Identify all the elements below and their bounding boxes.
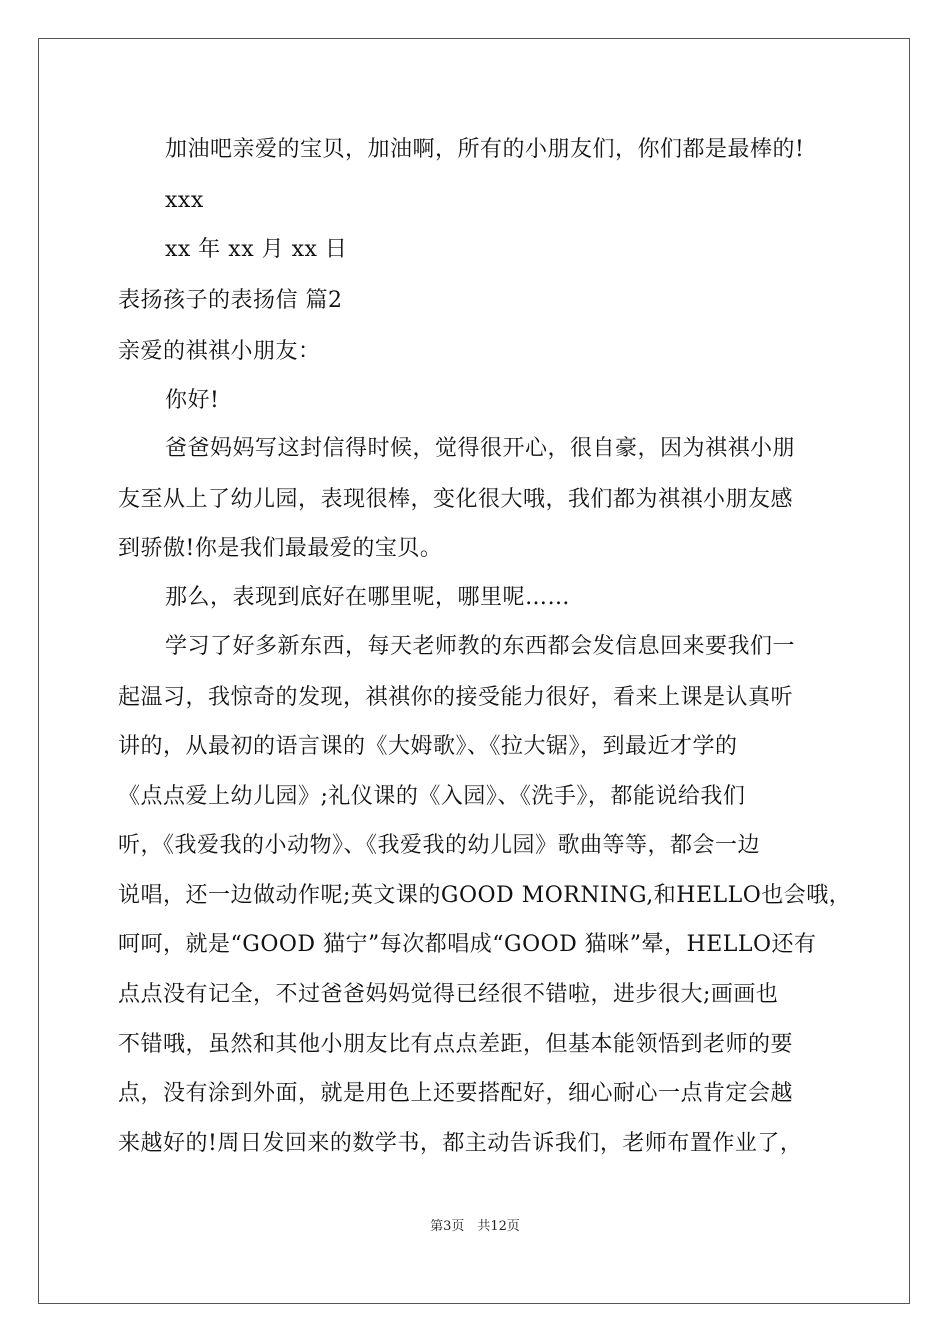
page-number-footer: 第3页 共12页: [430, 1219, 520, 1234]
text-line: 不错哦，虽然和其他小朋友比有点点差距，但基本能领悟到老师的要: [118, 1032, 794, 1057]
text-line: 加油吧亲爱的宝贝，加油啊，所有的小朋友们，你们都是最棒的!: [165, 137, 805, 162]
text-line: 《点点爱上幼儿园》;礼仪课的《入园》、《洗手》，都能说给我们: [118, 784, 746, 809]
text-line: 呵呵，就是“GOOD 猫宁”每次都唱成“GOOD 猫咪”晕，HELLO还有: [118, 932, 817, 957]
salutation: 亲爱的祺祺小朋友：: [118, 339, 321, 364]
text-line: 说唱，还一边做动作呢;英文课的GOOD MORNING,和HELLO也会哦，: [118, 883, 852, 908]
text-line: 听，《我爱我的小动物》、《我爱我的幼儿园》歌曲等等，都会一边: [118, 833, 761, 858]
text-line: 学习了好多新东西，每天老师教的东西都会发信息回来要我们一: [165, 634, 796, 659]
section-heading: 表扬孩子的表扬信 篇2: [118, 288, 343, 313]
signature-date: xx 年 xx 月 xx 日: [165, 237, 348, 262]
text-line: 点点没有记全，不过爸爸妈妈觉得已经很不错啦，进步很大;画画也: [118, 982, 779, 1007]
text-line: 讲的，从最初的语言课的《大姆歌》、《拉大锯》，到最近才学的: [118, 734, 738, 759]
signature-name: xxx: [165, 188, 204, 213]
text-line: 友至从上了幼儿园，表现很棒，变化很大哦，我们都为祺祺小朋友感: [118, 487, 794, 512]
text-line: 到骄傲!你是我们最最爱的宝贝。: [118, 536, 443, 561]
page-border: [38, 38, 910, 1304]
text-line: 爸爸妈妈写这封信得时候，觉得很开心，很自豪，因为祺祺小朋: [165, 436, 796, 461]
text-line: 起温习，我惊奇的发现，祺祺你的接受能力很好，看来上课是认真听: [118, 685, 794, 710]
text-line: 那么，表现到底好在哪里呢，哪里呢……: [165, 585, 571, 610]
text-line: 来越好的!周日发回来的数学书，都主动告诉我们，老师布置作业了，: [118, 1131, 803, 1156]
greeting: 你好!: [165, 388, 220, 413]
text-line: 点，没有涂到外面，就是用色上还要搭配好，细心耐心一点肯定会越: [118, 1081, 794, 1106]
